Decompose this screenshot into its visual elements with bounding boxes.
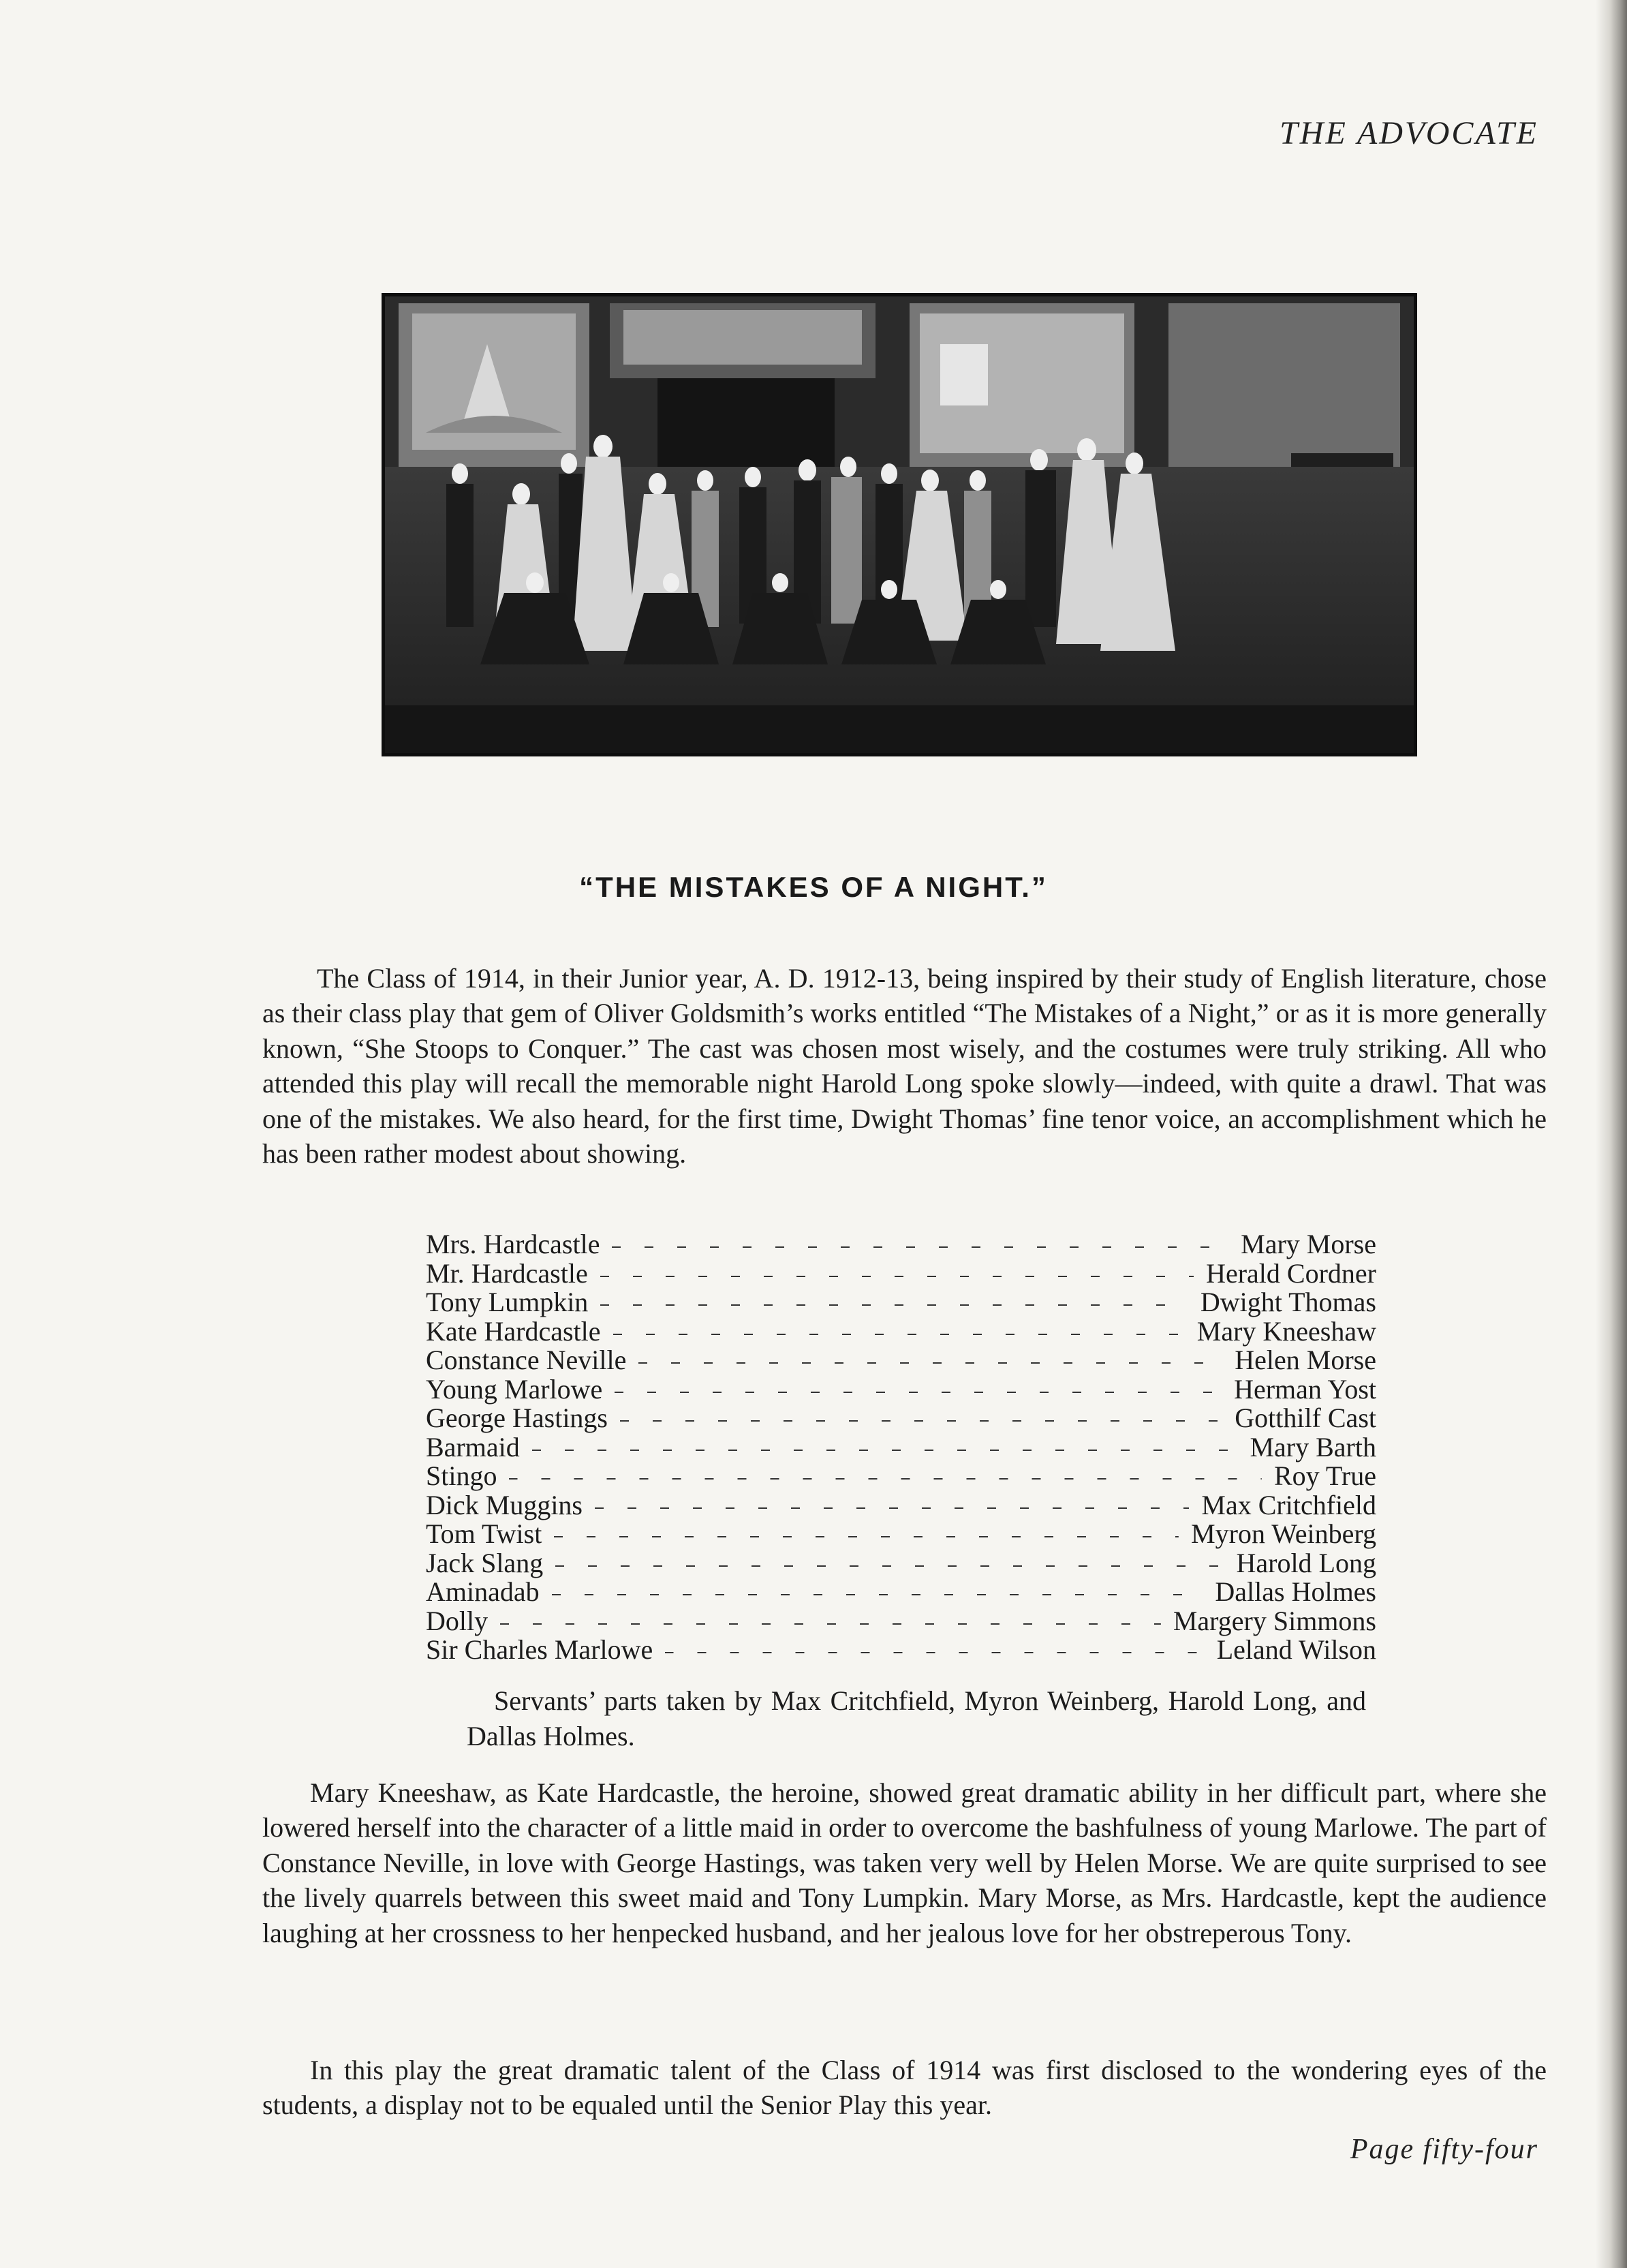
cast-row xyxy=(426,1491,1376,1520)
servants-note: Servants’ parts taken by Max Critchfield, Myron Weinberg, Harold Long, and Dallas Holmes. xyxy=(467,1685,1366,1751)
cast-role: Constance Neville xyxy=(426,1345,627,1375)
cast-row xyxy=(426,1578,1376,1607)
cast-actor: Helen Morse xyxy=(1235,1345,1376,1375)
cast-role: Dolly xyxy=(426,1605,489,1636)
leader-dashes xyxy=(509,1475,1261,1483)
leader-dashes xyxy=(600,1272,1194,1281)
cast-actor: Leland Wilson xyxy=(1216,1634,1376,1665)
leader-dashes xyxy=(613,1330,1185,1338)
cast-role: Jack Slang xyxy=(426,1547,544,1578)
cast-role: Aminadab xyxy=(426,1576,540,1607)
cast-actor: Dwight Thomas xyxy=(1200,1287,1376,1317)
cast-row xyxy=(426,1433,1376,1462)
leader-dashes xyxy=(615,1388,1222,1396)
running-header: THE ADVOCATE xyxy=(1280,115,1538,151)
cast-row xyxy=(426,1404,1376,1433)
closing-paragraph: In this play the great dramatic talent of the Class of 1914 was first disclosed to the wondering eyes of the students, a display not to be equaled until the Senior Play this year. xyxy=(262,2055,1547,2121)
cast-row xyxy=(426,1636,1376,1665)
page-edge-shadow xyxy=(1596,0,1627,2268)
cast-row xyxy=(426,1230,1376,1259)
leader-dashes xyxy=(620,1417,1222,1425)
leader-dashes xyxy=(552,1591,1203,1599)
cast-role: Tom Twist xyxy=(426,1518,542,1549)
cast-row xyxy=(426,1520,1376,1549)
intro-paragraph: The Class of 1914, in their Junior year, A. D. 1912-13, being inspired by their study of English literature, chose as their class play that gem of Oliver Goldsmith’s works entitled “The Mistakes of a Night,” or as it is more generally known, “She Stoops to Conquer.” The cast was chosen most wisely, and the costumes were truly striking. All who attended this play will recall the memorable night Harold Long spoke slowly—indeed, with quite a drawl. That was one of the mistakes. We also heard, for the first time, Dwight Thomas’ fine tenor voice, an accomplishment which he has been rather modest about showing. xyxy=(262,963,1547,1169)
cast-photograph xyxy=(382,293,1417,756)
cast-actor: Roy True xyxy=(1273,1460,1376,1491)
cast-list xyxy=(426,1230,1376,1665)
cast-role: Barmaid xyxy=(426,1431,520,1462)
cast-role: Young Marlowe xyxy=(426,1373,603,1405)
cast-actor: Harold Long xyxy=(1236,1547,1376,1578)
leader-dashes xyxy=(595,1504,1189,1512)
cast-role: Kate Hardcastle xyxy=(426,1315,601,1347)
cast-row xyxy=(426,1375,1376,1405)
cast-row xyxy=(426,1346,1376,1375)
page-number: Page fifty-four xyxy=(1350,2134,1538,2165)
cast-actor: Mary Barth xyxy=(1250,1431,1376,1462)
cast-row xyxy=(426,1288,1376,1317)
cast-row xyxy=(426,1549,1376,1578)
cast-role: Tony Lumpkin xyxy=(426,1287,589,1317)
cast-row xyxy=(426,1317,1376,1347)
cast-row xyxy=(426,1462,1376,1491)
cast-row xyxy=(426,1607,1376,1636)
leader-dashes xyxy=(612,1243,1228,1251)
cast-actor: Margery Simmons xyxy=(1173,1605,1376,1636)
cast-actor: Mary Morse xyxy=(1241,1229,1376,1259)
cast-actor: Herald Cordner xyxy=(1206,1257,1376,1289)
cast-photo-image xyxy=(385,296,1414,753)
leader-dashes xyxy=(532,1446,1238,1454)
cast-actor: Max Critchfield xyxy=(1201,1489,1376,1520)
leader-dashes xyxy=(600,1301,1188,1309)
cast-row xyxy=(426,1259,1376,1289)
cast-role: Sir Charles Marlowe xyxy=(426,1634,653,1665)
cast-actor: Herman Yost xyxy=(1234,1373,1376,1405)
cast-actor: Gotthilf Cast xyxy=(1235,1403,1376,1433)
leader-dashes xyxy=(665,1649,1204,1657)
cast-actor: Myron Weinberg xyxy=(1191,1518,1376,1549)
leader-dashes xyxy=(638,1359,1222,1367)
review-paragraph: Mary Kneeshaw, as Kate Hardcastle, the heroine, showed great dramatic ability in her difficult part, where she lowered herself into the character of a little maid in order to overcome the bashfulness of young Marlowe. The part of Constance Neville, in love with George Hastings, was taken very well by Helen Morse. We are quite surprised to see the lively quarrels between this sweet maid and Tony Lumpkin. Mary Morse, as Mrs. Hardcastle, kept the audience laughing at her crossness to her henpecked husband, and her jealous love for her obstreperous Tony. xyxy=(262,1777,1547,1948)
cast-role: Dick Muggins xyxy=(426,1489,583,1520)
cast-role: Mrs. Hardcastle xyxy=(426,1229,600,1259)
article-title: “THE MISTAKES OF A NIGHT.” xyxy=(579,871,1048,903)
leader-dashes xyxy=(555,1562,1224,1570)
leader-dashes xyxy=(554,1533,1179,1541)
cast-actor: Mary Kneeshaw xyxy=(1196,1315,1376,1347)
cast-actor: Dallas Holmes xyxy=(1215,1576,1376,1607)
cast-role: Stingo xyxy=(426,1460,497,1491)
leader-dashes xyxy=(500,1620,1161,1628)
cast-role: Mr. Hardcastle xyxy=(426,1257,588,1289)
cast-role: George Hastings xyxy=(426,1403,608,1433)
